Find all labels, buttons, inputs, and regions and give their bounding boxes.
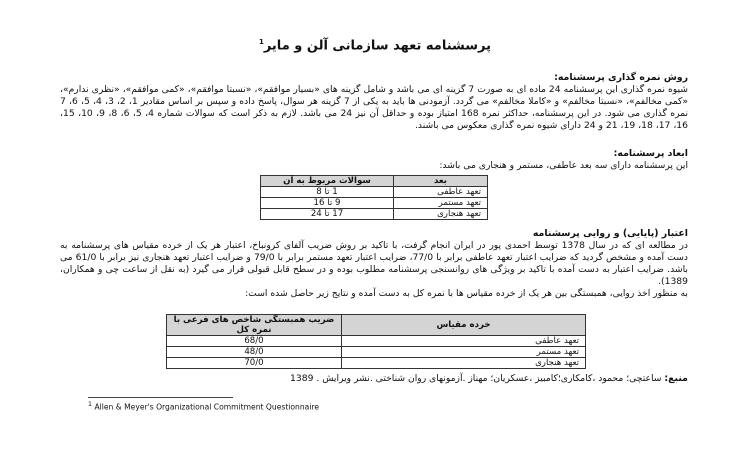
table-cell: تعهد عاطفی	[394, 187, 488, 198]
table-cell: 1 تا 8	[261, 187, 394, 198]
table-header-cell: خرده مقیاس	[342, 315, 586, 336]
table-row	[167, 347, 586, 358]
table-cell: تعهد هنجاری	[342, 358, 586, 369]
table-row	[167, 358, 586, 369]
table-cell: تعهد مستمر	[342, 347, 586, 358]
footnote	[88, 401, 319, 412]
table-row	[167, 336, 586, 347]
validity-heading: اعتبار (پایایی) و روایی پرسشنامه	[532, 228, 688, 239]
table-cell: 68/0	[167, 336, 342, 347]
table-cell: تعهد مستمر	[394, 198, 488, 209]
title-text: پرسشنامه تعهد سازمانی آلن و مایر	[263, 38, 492, 54]
table-cell: 9 تا 16	[261, 198, 394, 209]
table-cell: تعهد عاطفی	[342, 336, 586, 347]
table-cell: 70/0	[167, 358, 342, 369]
source-section	[60, 373, 688, 385]
scoring-section	[60, 72, 688, 132]
scoring-heading: روش نمره گذاری پرسشنامه:	[554, 72, 688, 83]
validity-paragraph: در مطالعه ای که در سال 1378 توسط احمدی پور در ایران انجام گرفت، با تاکید بر روش ضریب آلفای کرونباخ، اعتبار هر یک از خرده مقیاس های پرسشنامه به دست آمده و مشخص گردید که ضرایب اعتبار تعهد عاطفی برابر با 77/0، ضرایب اعتبار تعهد مستمر برابر با 79/0 و ضرایب اعتبار تعهد هنجاری نیز برابر با 61/0 می باشد. ضرایب اعتبار به دست آمده با تاکید بر ویژگی های روانسنجی پرسشنامه مطلوب بوده و در سطح قابل قبولی قرار می گیرد (به نقل از ساعت چی و همکاران، 1389).	[60, 240, 688, 287]
dimensions-section	[60, 148, 688, 172]
table-header-cell: سوالات مربوط به آن	[261, 176, 394, 187]
table-cell: 48/0	[167, 347, 342, 358]
dimensions-heading: ابعاد پرسشنامه:	[613, 148, 688, 159]
footnote-mark: 1	[88, 401, 93, 408]
table-row	[261, 209, 488, 220]
table-cell: تعهد هنجاری	[394, 209, 488, 220]
source-label: منبع:	[664, 373, 688, 384]
table-header-row	[261, 176, 488, 187]
table-header-cell: بعد	[394, 176, 488, 187]
validity-section	[60, 228, 688, 300]
dimensions-table	[260, 175, 488, 220]
validity-paragraph-2: به منظور اخذ روایی، همبستگی بین هر یک از خرده مقیاس ها با نمره کل به دست آمده و نتایج زیر حاصل شده است:	[245, 288, 688, 299]
table-row	[261, 198, 488, 209]
table-header-row	[167, 315, 586, 336]
source-text: ساعتچی؛ محمود ،کامکاری؛کامبیز ،عسکریان؛ مهناز .آزمونهای روان شناختی .نشر ویرایش . 1389	[290, 373, 662, 384]
footnote-text: Allen & Meyer's Organizational Commitment Questionnaire	[94, 402, 320, 412]
title-footnote-mark: 1	[258, 38, 264, 46]
validity-table	[166, 314, 586, 369]
table-row	[261, 187, 488, 198]
footnote-divider	[88, 397, 233, 398]
scoring-paragraph: شیوه نمره گذاری این پرسشنامه 24 ماده ای به صورت 7 گزینه ای می باشد و شامل گزینه های «بسیار موافقم»، «نسبتا موافقم»، «کمی موافقم»، «نظری ندارم»، «کمی مخالفم»، «نسبتا مخالفم» و «کاملا مخالفم» می گردد. آزمودنی ها باید به یکی از 7 گزینه هر سوال، پاسخ داده و سپس بر اساس مقادیر 1، 2، 3، 4، 5، 6، 7 نمره گذاری می شود. در این پرسشنامه، حداکثر نمره 168 امتیاز بوده و حداقل آن نیز 24 می باشد. لازم به ذکر است که سوالات شماره 4، 5، 6، 8، 9، 10، 15، 16، 17، 18، 19، 21 و 24 دارای شیوه نمره گذاری معکوس می باشند.	[60, 84, 689, 131]
table-cell: 17 تا 24	[261, 209, 394, 220]
table-header-cell: ضریب همبستگی شاخص های فرعی با نمره کل	[167, 315, 342, 336]
page-title	[0, 38, 750, 53]
dimensions-paragraph: این پرسشنامه دارای سه بعد عاطفی، مستمر و هنجاری می باشد:	[439, 160, 688, 171]
